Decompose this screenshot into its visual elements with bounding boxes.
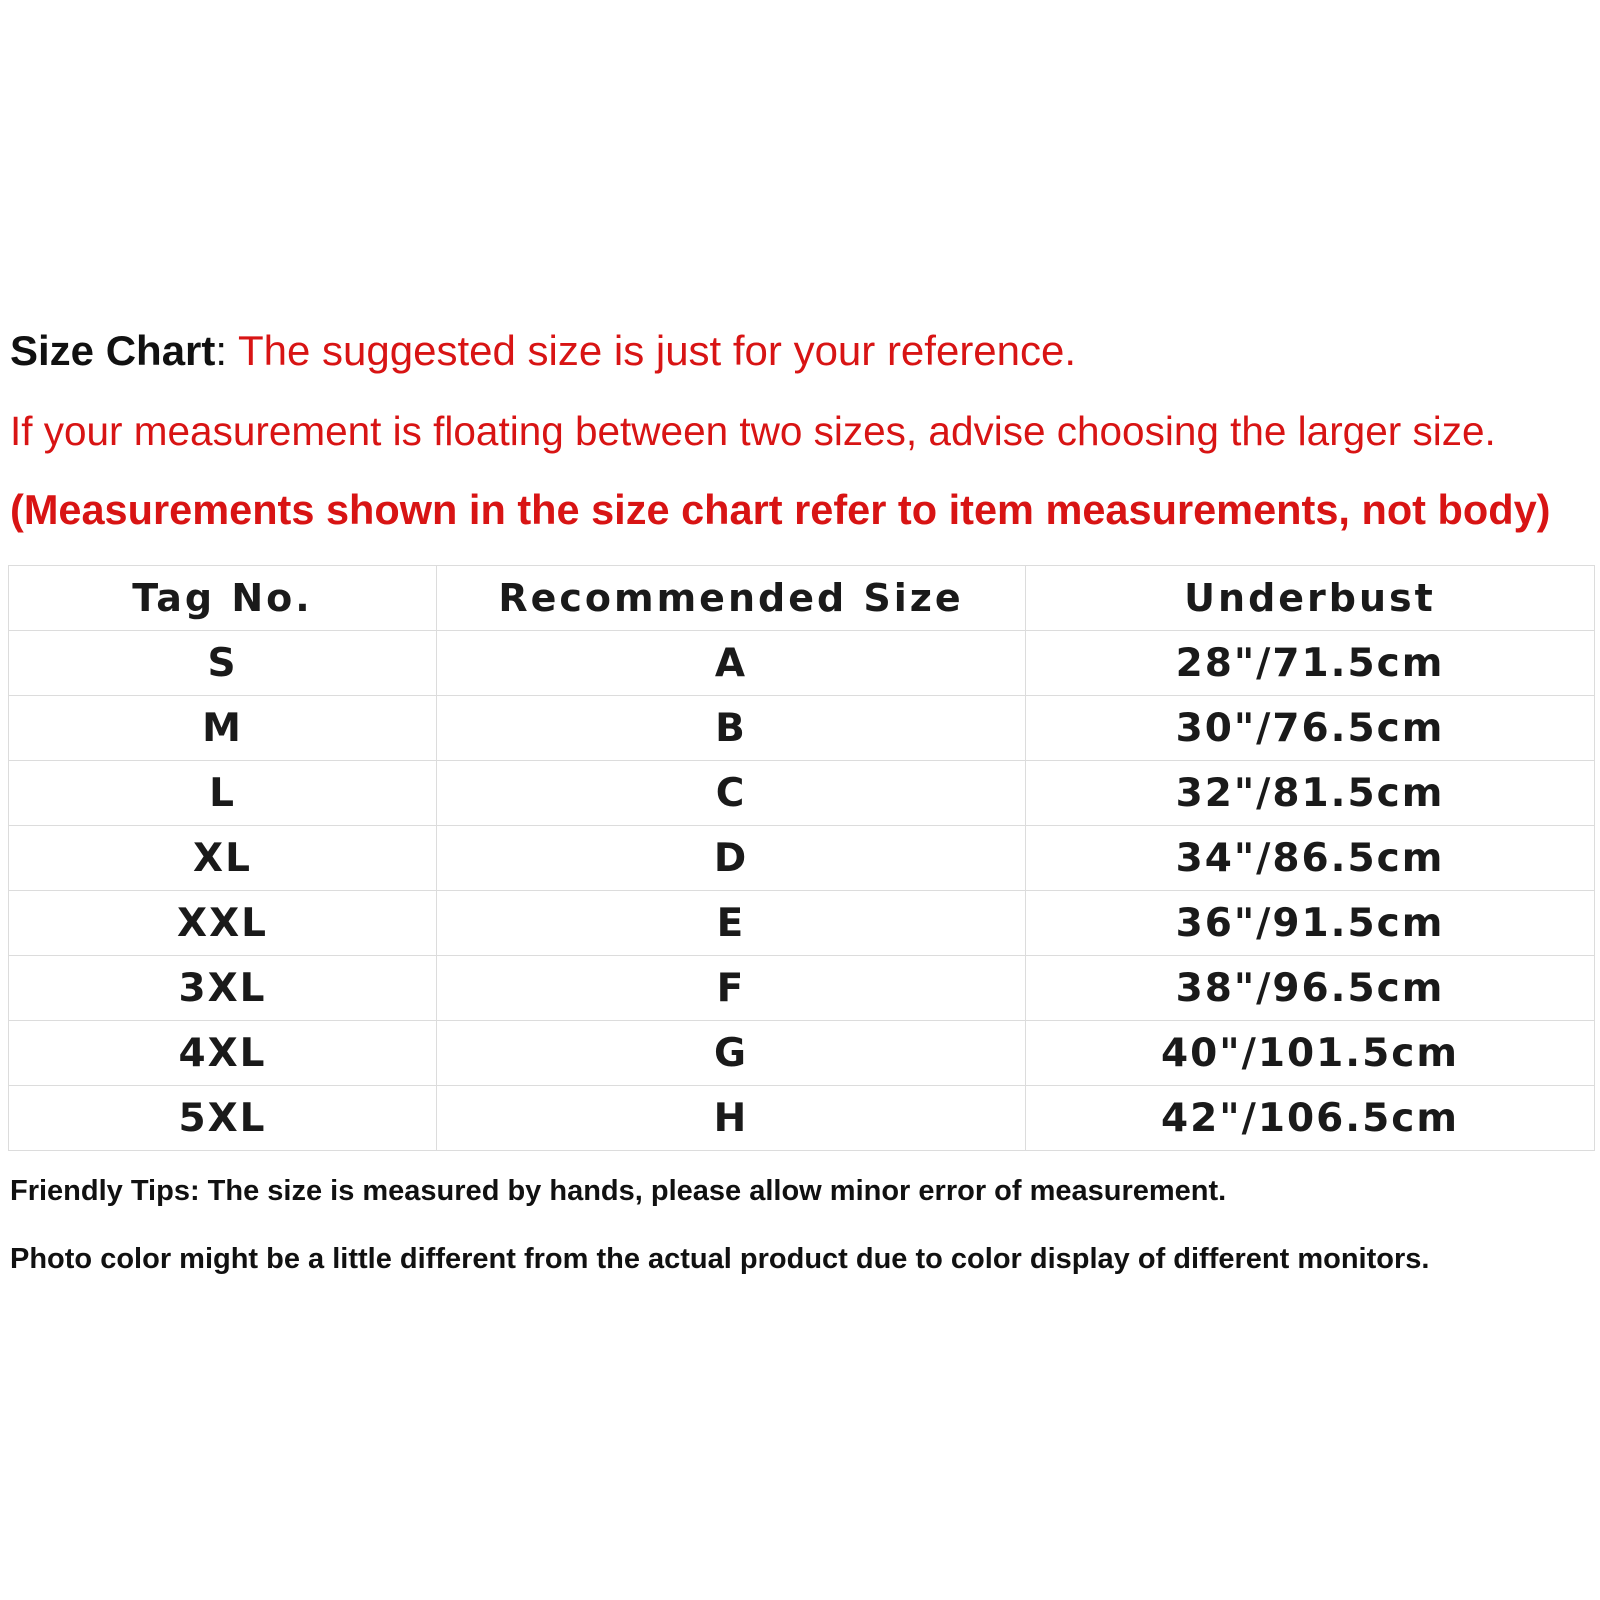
table-header-row: [9, 566, 1595, 631]
table-row: [9, 696, 1595, 761]
tag-cell: XXL: [9, 891, 437, 956]
table-row: [9, 891, 1595, 956]
underbust-cell: 34"/86.5cm: [1026, 826, 1595, 891]
recommended-size-cell: G: [437, 1021, 1026, 1086]
recommended-size-cell: F: [437, 956, 1026, 1021]
recommended-size-cell: C: [437, 761, 1026, 826]
reference-note: The suggested size is just for your reference.: [227, 327, 1077, 374]
underbust-cell: 42"/106.5cm: [1026, 1086, 1595, 1151]
table-row: [9, 631, 1595, 696]
header-tag-no: Tag No.: [9, 566, 437, 631]
tag-cell: 3XL: [9, 956, 437, 1021]
intro-line-reference: [10, 327, 1590, 374]
tag-cell: S: [9, 631, 437, 696]
header-underbust: Underbust: [1026, 566, 1595, 631]
recommended-size-cell: A: [437, 631, 1026, 696]
tag-cell: M: [9, 696, 437, 761]
label-separator: :: [215, 327, 228, 374]
table-row: [9, 826, 1595, 891]
recommended-size-cell: E: [437, 891, 1026, 956]
underbust-cell: 36"/91.5cm: [1026, 891, 1595, 956]
recommended-size-cell: D: [437, 826, 1026, 891]
friendly-tips: [10, 1177, 1590, 1277]
underbust-cell: 40"/101.5cm: [1026, 1021, 1595, 1086]
table-row: [9, 956, 1595, 1021]
table-row: [9, 1021, 1595, 1086]
sizing-advice: If your measurement is floating between two sizes, advise choosing the larger size.: [10, 408, 1496, 454]
tag-cell: L: [9, 761, 437, 826]
table-row: [9, 761, 1595, 826]
size-table: [8, 565, 1595, 1151]
underbust-cell: 30"/76.5cm: [1026, 696, 1595, 761]
header-recommended-size: Recommended Size: [437, 566, 1026, 631]
measurement-tip: Friendly Tips: The size is measured by hands, please allow minor error of measurement.: [10, 1175, 1227, 1207]
size-chart-intro: [10, 327, 1590, 533]
underbust-cell: 38"/96.5cm: [1026, 956, 1595, 1021]
underbust-cell: 28"/71.5cm: [1026, 631, 1595, 696]
tag-cell: 4XL: [9, 1021, 437, 1086]
recommended-size-cell: B: [437, 696, 1026, 761]
tag-cell: 5XL: [9, 1086, 437, 1151]
measurement-disclaimer: (Measurements shown in the size chart refer to item measurements, not body): [10, 485, 1551, 533]
table-row: [9, 1086, 1595, 1151]
underbust-cell: 32"/81.5cm: [1026, 761, 1595, 826]
size-chart-label: Size Chart: [10, 327, 216, 374]
tag-cell: XL: [9, 826, 437, 891]
recommended-size-cell: H: [437, 1086, 1026, 1151]
color-tip: Photo color might be a little different from the actual product due to color display of different monitors.: [10, 1243, 1430, 1275]
